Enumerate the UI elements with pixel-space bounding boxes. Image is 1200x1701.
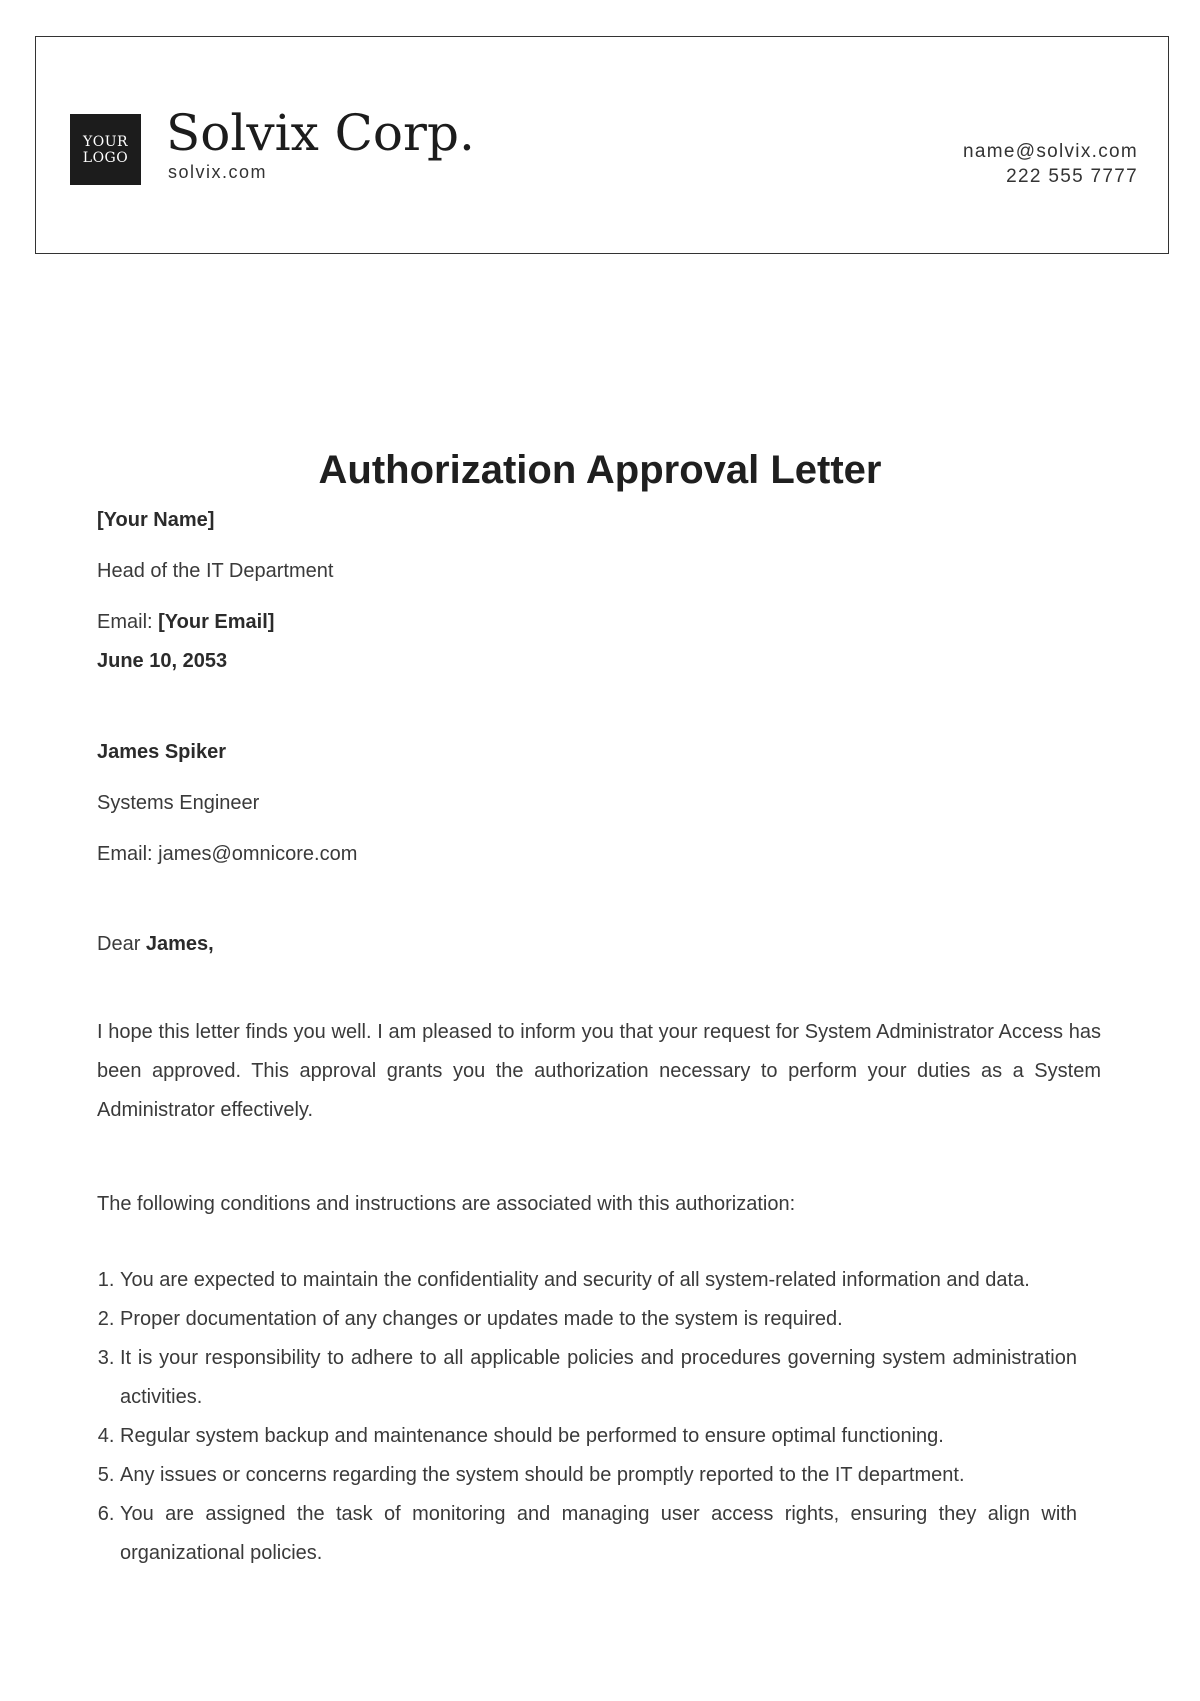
logo-text-line2: LOGO: [82, 149, 129, 166]
company-name: Solvix Corp.: [166, 104, 475, 162]
recipient-name: James Spiker: [97, 741, 226, 763]
company-logo: [70, 114, 141, 185]
condition-item: 6. You are assigned the task of monitoring and managing user access rights, ensuring they align with organizational policies.: [120, 1495, 1077, 1573]
conditions-list: [97, 1261, 1077, 1573]
sender-name: [Your Name]: [97, 509, 215, 531]
condition-item: 4. Regular system backup and maintenance should be performed to ensure optimal functioning.: [120, 1417, 1077, 1456]
sender-email: [97, 610, 274, 634]
recipient-position: Systems Engineer: [97, 792, 260, 814]
condition-item: 1. You are expected to maintain the confidentiality and security of all system-related information and data.: [120, 1261, 1077, 1300]
contact-info: [963, 139, 1138, 189]
letterhead: [35, 36, 1169, 254]
conditions-intro: The following conditions and instructions are associated with this authorization:: [97, 1193, 796, 1215]
sender-position: Head of the IT Department: [97, 560, 334, 582]
body-paragraph: I hope this letter finds you well. I am pleased to inform you that your request for System Administrator Access has been approved. This approval grants you the authorization necessary to perform your duties as a System Administrator effectively.: [97, 1021, 1101, 1121]
document-title: Authorization Approval Letter: [318, 448, 882, 492]
salutation-prefix: Dear: [97, 933, 146, 955]
contact-email: name@solvix.com: [963, 141, 1138, 162]
sender-email-label: Email:: [97, 611, 159, 633]
salutation: [97, 932, 214, 956]
condition-item: 5. Any issues or concerns regarding the system should be promptly reported to the IT department.: [120, 1456, 1077, 1495]
sender-email-value: [Your Email]: [158, 611, 275, 633]
salutation-name: James,: [145, 933, 214, 955]
letter-date: June 10, 2053: [97, 650, 228, 672]
condition-item: 2. Proper documentation of any changes or updates made to the system is required.: [120, 1300, 1077, 1339]
recipient-email: Email: james@omnicore.com: [97, 843, 358, 865]
company-website: solvix.com: [168, 162, 268, 182]
condition-item: 3. It is your responsibility to adhere to all applicable policies and procedures governing system administration activities.: [120, 1339, 1077, 1417]
contact-phone: 222 555 7777: [1006, 166, 1138, 187]
logo-text-line1: YOUR: [82, 133, 129, 150]
